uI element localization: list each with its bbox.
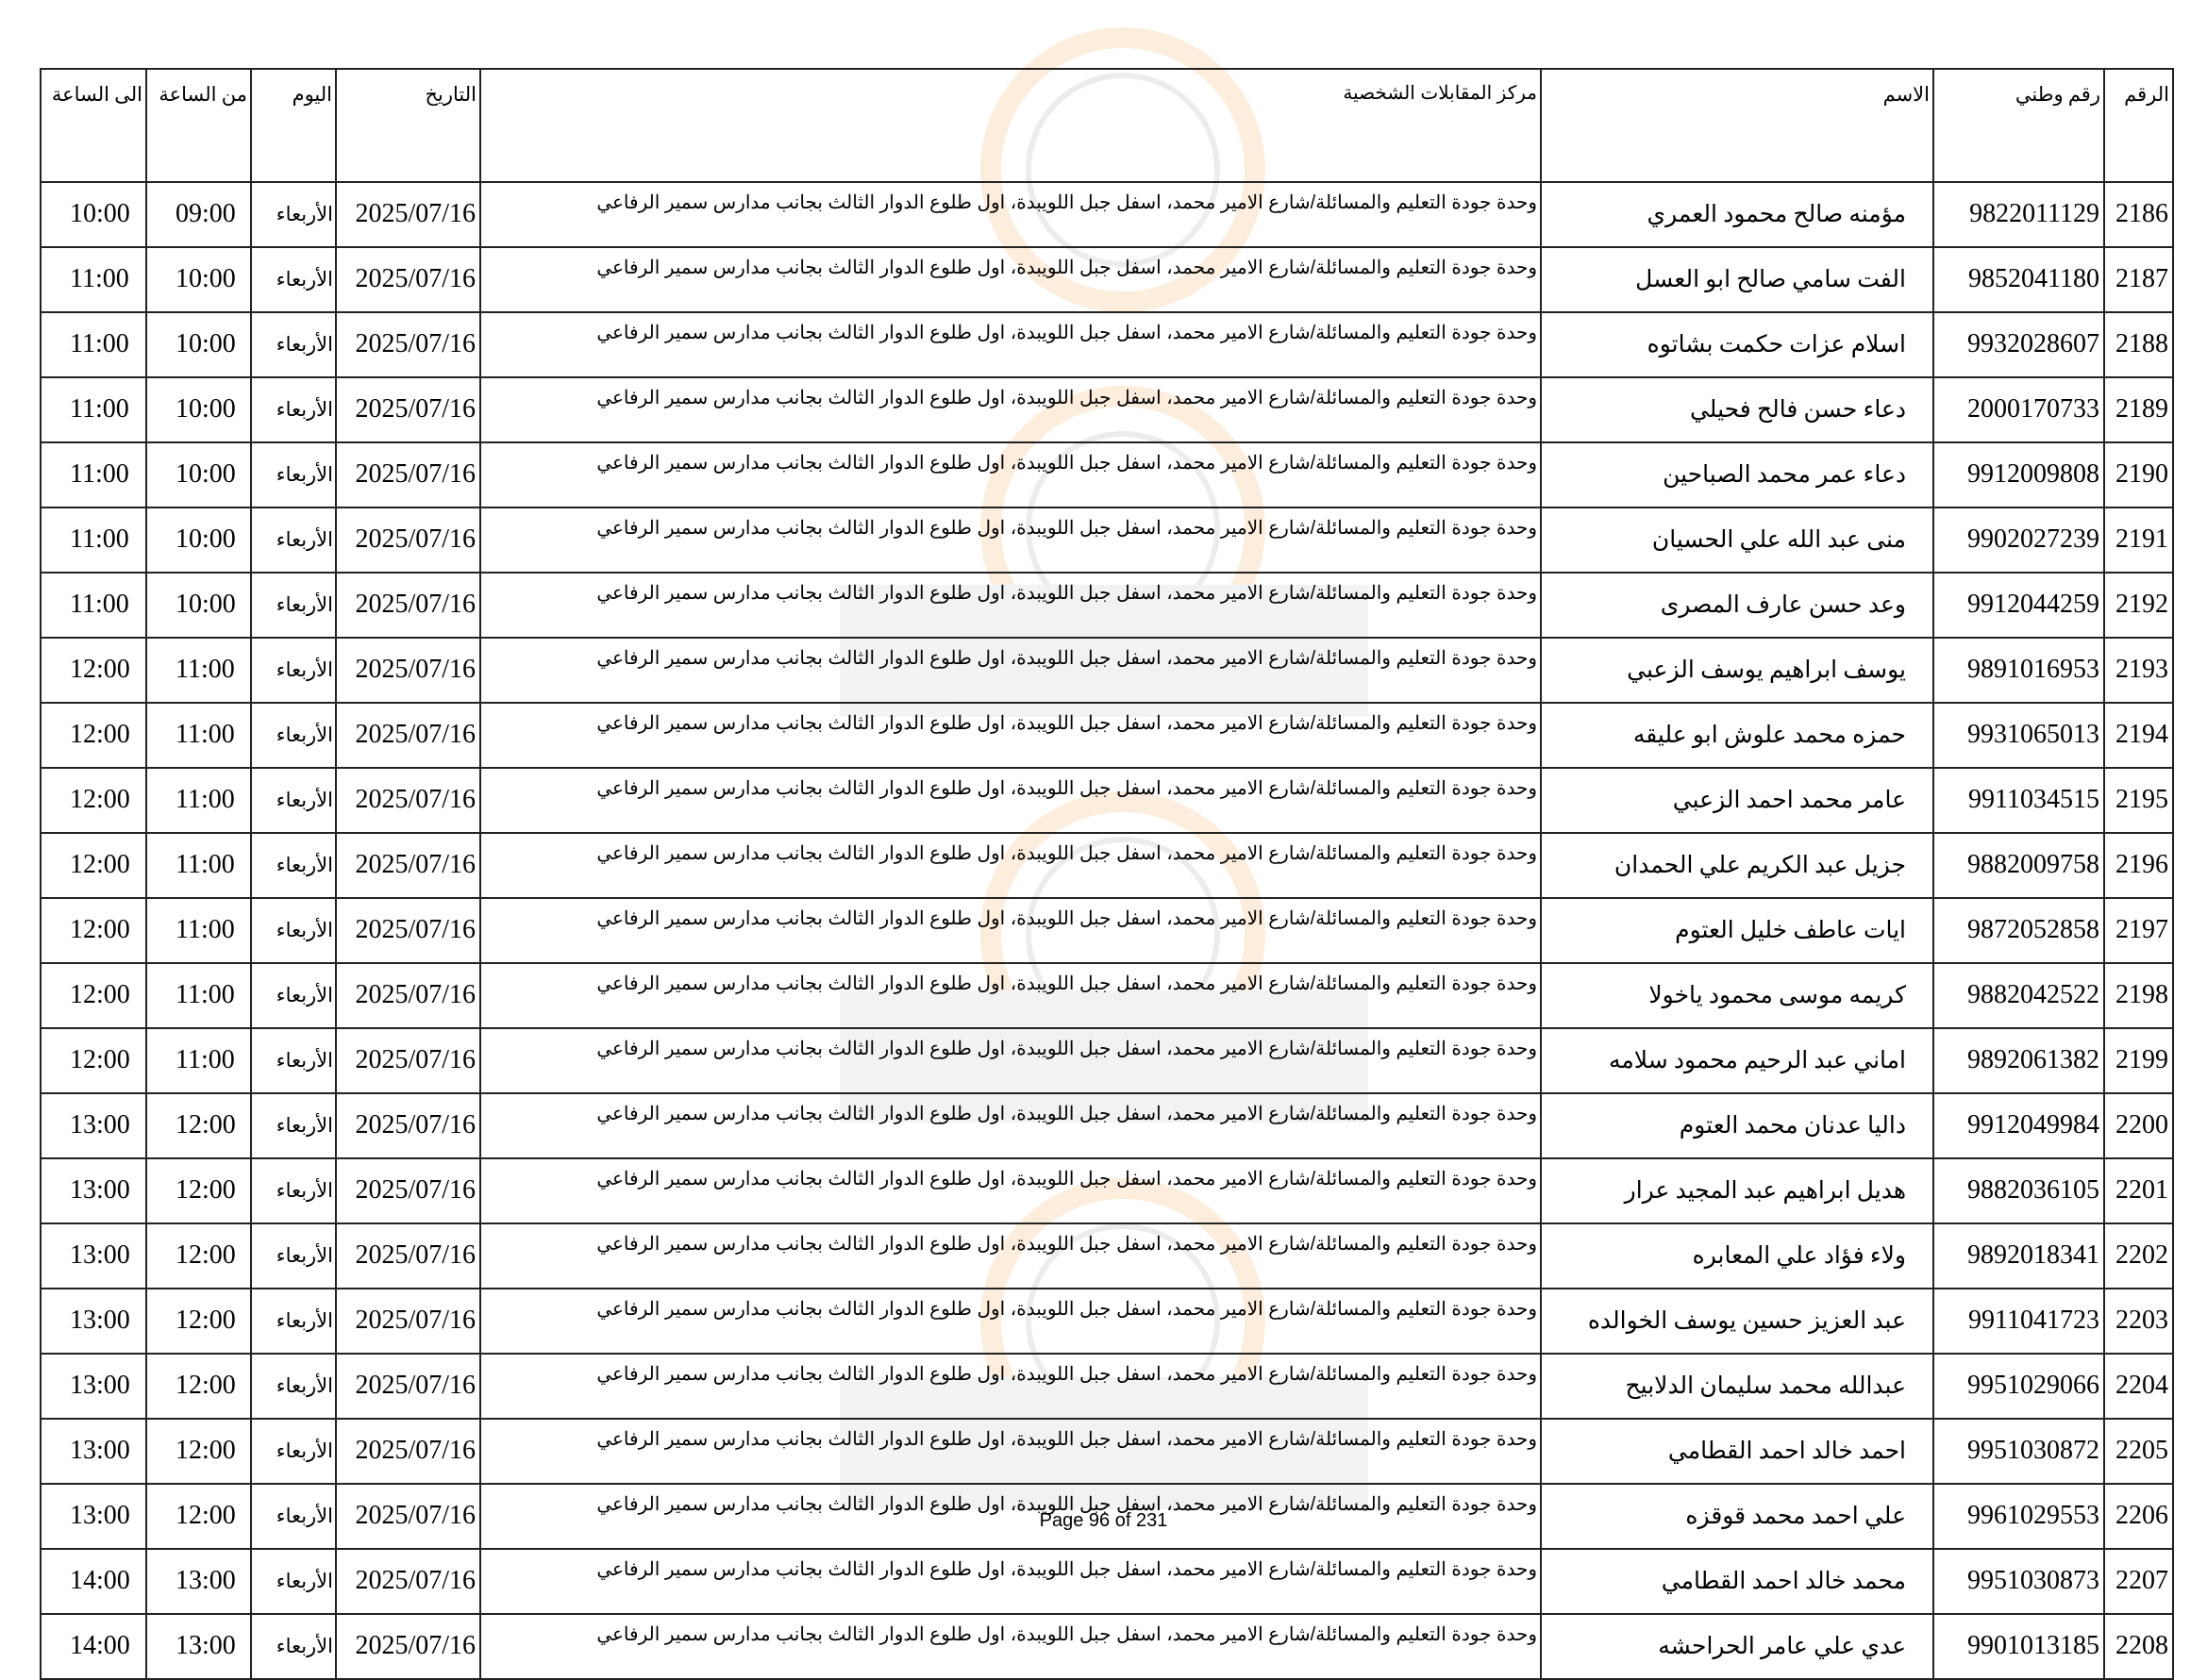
cell-day: الأربعاء (251, 703, 336, 768)
cell-center: وحدة جودة التعليم والمسائلة/شارع الامير محمد، اسفل جبل اللويبدة، اول طلوع الدوار الثالث بجانب مدارس سمير الرفاعي (480, 1549, 1541, 1614)
cell-to: 11:00 (41, 247, 146, 312)
cell-day: الأربعاء (251, 1158, 336, 1223)
cell-no: 2208 (2104, 1614, 2173, 1679)
table-row (41, 703, 2173, 768)
cell-from: 12:00 (146, 1223, 251, 1289)
cell-from: 11:00 (146, 638, 251, 703)
cell-date: 2025/07/16 (336, 1484, 480, 1549)
cell-from: 12:00 (146, 1093, 251, 1158)
table-row (41, 1289, 2173, 1354)
cell-center: وحدة جودة التعليم والمسائلة/شارع الامير محمد، اسفل جبل اللويبدة، اول طلوع الدوار الثالث بجانب مدارس سمير الرفاعي (480, 247, 1541, 312)
cell-national-id: 9912049984 (1933, 1093, 2104, 1158)
cell-national-id: 9892061382 (1933, 1028, 2104, 1093)
cell-date: 2025/07/16 (336, 1354, 480, 1419)
cell-name: دعاء حسن فالح فحيلي (1541, 377, 1933, 442)
cell-to: 13:00 (41, 1093, 146, 1158)
cell-day: الأربعاء (251, 312, 336, 377)
cell-from: 10:00 (146, 312, 251, 377)
cell-no: 2204 (2104, 1354, 2173, 1419)
cell-no: 2198 (2104, 963, 2173, 1028)
cell-no: 2203 (2104, 1289, 2173, 1354)
cell-center: وحدة جودة التعليم والمسائلة/شارع الامير محمد، اسفل جبل اللويبدة، اول طلوع الدوار الثالث بجانب مدارس سمير الرفاعي (480, 1093, 1541, 1158)
table-row (41, 1614, 2173, 1679)
cell-day: الأربعاء (251, 182, 336, 247)
cell-from: 10:00 (146, 442, 251, 507)
cell-center: وحدة جودة التعليم والمسائلة/شارع الامير محمد، اسفل جبل اللويبدة، اول طلوع الدوار الثالث بجانب مدارس سمير الرفاعي (480, 182, 1541, 247)
cell-from: 11:00 (146, 833, 251, 898)
cell-to: 14:00 (41, 1549, 146, 1614)
table-row (41, 898, 2173, 963)
cell-date: 2025/07/16 (336, 573, 480, 638)
header-center: مركز المقابلات الشخصية (480, 69, 1541, 182)
table-row (41, 573, 2173, 638)
cell-day: الأربعاء (251, 1354, 336, 1419)
cell-no: 2206 (2104, 1484, 2173, 1549)
cell-no: 2195 (2104, 768, 2173, 833)
cell-to: 11:00 (41, 312, 146, 377)
cell-from: 11:00 (146, 768, 251, 833)
cell-from: 09:00 (146, 182, 251, 247)
cell-date: 2025/07/16 (336, 833, 480, 898)
cell-national-id: 9882009758 (1933, 833, 2104, 898)
cell-date: 2025/07/16 (336, 768, 480, 833)
header-from: من الساعة (146, 69, 251, 182)
cell-date: 2025/07/16 (336, 1419, 480, 1484)
header-date: التاريخ (336, 69, 480, 182)
cell-day: الأربعاء (251, 898, 336, 963)
cell-date: 2025/07/16 (336, 638, 480, 703)
cell-center: وحدة جودة التعليم والمسائلة/شارع الامير محمد، اسفل جبل اللويبدة، اول طلوع الدوار الثالث بجانب مدارس سمير الرفاعي (480, 573, 1541, 638)
cell-date: 2025/07/16 (336, 312, 480, 377)
cell-date: 2025/07/16 (336, 1223, 480, 1289)
table-row (41, 1549, 2173, 1614)
cell-to: 13:00 (41, 1354, 146, 1419)
cell-national-id: 2000170733 (1933, 377, 2104, 442)
cell-name: حمزه محمد علوش ابو عليقه (1541, 703, 1933, 768)
cell-date: 2025/07/16 (336, 1549, 480, 1614)
cell-from: 11:00 (146, 703, 251, 768)
cell-from: 11:00 (146, 963, 251, 1028)
table-row (41, 1028, 2173, 1093)
cell-no: 2192 (2104, 573, 2173, 638)
cell-date: 2025/07/16 (336, 963, 480, 1028)
cell-name: داليا عدنان محمد العتوم (1541, 1093, 1933, 1158)
cell-to: 12:00 (41, 898, 146, 963)
table-row (41, 312, 2173, 377)
cell-center: وحدة جودة التعليم والمسائلة/شارع الامير محمد، اسفل جبل اللويبدة، اول طلوع الدوار الثالث بجانب مدارس سمير الرفاعي (480, 703, 1541, 768)
table-row (41, 1484, 2173, 1549)
cell-date: 2025/07/16 (336, 1093, 480, 1158)
cell-name: محمد خالد احمد القطامي (1541, 1549, 1933, 1614)
cell-name: دعاء عمر محمد الصباحين (1541, 442, 1933, 507)
cell-to: 13:00 (41, 1223, 146, 1289)
cell-day: الأربعاء (251, 833, 336, 898)
cell-national-id: 9882042522 (1933, 963, 2104, 1028)
cell-name: عدي علي عامر الحراحشه (1541, 1614, 1933, 1679)
cell-name: عبد العزيز حسين يوسف الخوالده (1541, 1289, 1933, 1354)
cell-center: وحدة جودة التعليم والمسائلة/شارع الامير محمد، اسفل جبل اللويبدة، اول طلوع الدوار الثالث بجانب مدارس سمير الرفاعي (480, 1223, 1541, 1289)
cell-to: 14:00 (41, 1614, 146, 1679)
cell-name: ولاء فؤاد علي المعابره (1541, 1223, 1933, 1289)
table-row (41, 1419, 2173, 1484)
cell-to: 11:00 (41, 442, 146, 507)
cell-to: 12:00 (41, 833, 146, 898)
cell-day: الأربعاء (251, 1223, 336, 1289)
cell-day: الأربعاء (251, 963, 336, 1028)
cell-day: الأربعاء (251, 507, 336, 573)
cell-no: 2199 (2104, 1028, 2173, 1093)
cell-center: وحدة جودة التعليم والمسائلة/شارع الامير محمد، اسفل جبل اللويبدة، اول طلوع الدوار الثالث بجانب مدارس سمير الرفاعي (480, 1419, 1541, 1484)
cell-center: وحدة جودة التعليم والمسائلة/شارع الامير محمد، اسفل جبل اللويبدة، اول طلوع الدوار الثالث بجانب مدارس سمير الرفاعي (480, 507, 1541, 573)
cell-center: وحدة جودة التعليم والمسائلة/شارع الامير محمد، اسفل جبل اللويبدة، اول طلوع الدوار الثالث بجانب مدارس سمير الرفاعي (480, 377, 1541, 442)
cell-center: وحدة جودة التعليم والمسائلة/شارع الامير محمد، اسفل جبل اللويبدة، اول طلوع الدوار الثالث بجانب مدارس سمير الرفاعي (480, 963, 1541, 1028)
header-name: الاسم (1541, 69, 1933, 182)
table-row (41, 833, 2173, 898)
cell-from: 13:00 (146, 1614, 251, 1679)
table-row (41, 247, 2173, 312)
cell-no: 2193 (2104, 638, 2173, 703)
cell-name: علي احمد محمد قوقزه (1541, 1484, 1933, 1549)
cell-national-id: 9911034515 (1933, 768, 2104, 833)
header-day: اليوم (251, 69, 336, 182)
cell-national-id: 9912044259 (1933, 573, 2104, 638)
cell-center: وحدة جودة التعليم والمسائلة/شارع الامير محمد، اسفل جبل اللويبدة، اول طلوع الدوار الثالث بجانب مدارس سمير الرفاعي (480, 1354, 1541, 1419)
cell-national-id: 9931065013 (1933, 703, 2104, 768)
cell-day: الأربعاء (251, 573, 336, 638)
cell-name: اسلام عزات حكمت بشاتوه (1541, 312, 1933, 377)
cell-day: الأربعاء (251, 1419, 336, 1484)
cell-to: 13:00 (41, 1484, 146, 1549)
cell-name: وعد حسن عارف المصرى (1541, 573, 1933, 638)
table-row (41, 377, 2173, 442)
cell-from: 12:00 (146, 1419, 251, 1484)
cell-no: 2207 (2104, 1549, 2173, 1614)
cell-date: 2025/07/16 (336, 247, 480, 312)
cell-date: 2025/07/16 (336, 377, 480, 442)
cell-no: 2190 (2104, 442, 2173, 507)
table-row (41, 963, 2173, 1028)
cell-to: 12:00 (41, 963, 146, 1028)
cell-date: 2025/07/16 (336, 442, 480, 507)
cell-name: اماني عبد الرحيم محمود سلامه (1541, 1028, 1933, 1093)
cell-date: 2025/07/16 (336, 898, 480, 963)
cell-national-id: 9822011129 (1933, 182, 2104, 247)
cell-to: 13:00 (41, 1158, 146, 1223)
cell-from: 10:00 (146, 247, 251, 312)
cell-national-id: 9932028607 (1933, 312, 2104, 377)
cell-day: الأربعاء (251, 1549, 336, 1614)
cell-to: 12:00 (41, 768, 146, 833)
cell-no: 2189 (2104, 377, 2173, 442)
cell-national-id: 9912009808 (1933, 442, 2104, 507)
cell-no: 2200 (2104, 1093, 2173, 1158)
cell-from: 12:00 (146, 1484, 251, 1549)
cell-national-id: 9902027239 (1933, 507, 2104, 573)
cell-no: 2186 (2104, 182, 2173, 247)
cell-no: 2194 (2104, 703, 2173, 768)
cell-name: عامر محمد احمد الزعبي (1541, 768, 1933, 833)
cell-name: مؤمنه صالح محمود العمري (1541, 182, 1933, 247)
cell-center: وحدة جودة التعليم والمسائلة/شارع الامير محمد، اسفل جبل اللويبدة، اول طلوع الدوار الثالث بجانب مدارس سمير الرفاعي (480, 898, 1541, 963)
cell-to: 11:00 (41, 573, 146, 638)
cell-name: يوسف ابراهيم يوسف الزعبي (1541, 638, 1933, 703)
cell-national-id: 9852041180 (1933, 247, 2104, 312)
table-row (41, 1354, 2173, 1419)
cell-national-id: 9911041723 (1933, 1289, 2104, 1354)
cell-day: الأربعاء (251, 1093, 336, 1158)
cell-center: وحدة جودة التعليم والمسائلة/شارع الامير محمد، اسفل جبل اللويبدة، اول طلوع الدوار الثالث بجانب مدارس سمير الرفاعي (480, 768, 1541, 833)
cell-center: وحدة جودة التعليم والمسائلة/شارع الامير محمد، اسفل جبل اللويبدة، اول طلوع الدوار الثالث بجانب مدارس سمير الرفاعي (480, 1484, 1541, 1549)
cell-national-id: 9951029066 (1933, 1354, 2104, 1419)
header-national-id: رقم وطني (1933, 69, 2104, 182)
cell-to: 13:00 (41, 1419, 146, 1484)
page-number: Page 96 of 231 (1039, 1510, 1168, 1531)
cell-national-id: 9872052858 (1933, 898, 2104, 963)
cell-date: 2025/07/16 (336, 1614, 480, 1679)
cell-national-id: 9901013185 (1933, 1614, 2104, 1679)
table-row (41, 1158, 2173, 1223)
cell-name: منى عبد الله علي الحسيان (1541, 507, 1933, 573)
cell-from: 10:00 (146, 573, 251, 638)
cell-name: هديل ابراهيم عبد المجيد عرار (1541, 1158, 1933, 1223)
cell-from: 12:00 (146, 1289, 251, 1354)
cell-to: 12:00 (41, 703, 146, 768)
cell-day: الأربعاء (251, 1028, 336, 1093)
cell-no: 2191 (2104, 507, 2173, 573)
cell-center: وحدة جودة التعليم والمسائلة/شارع الامير محمد، اسفل جبل اللويبدة، اول طلوع الدوار الثالث بجانب مدارس سمير الرفاعي (480, 312, 1541, 377)
cell-no: 2188 (2104, 312, 2173, 377)
cell-center: وحدة جودة التعليم والمسائلة/شارع الامير محمد، اسفل جبل اللويبدة، اول طلوع الدوار الثالث بجانب مدارس سمير الرفاعي (480, 1028, 1541, 1093)
table-row (41, 638, 2173, 703)
cell-name: عبدالله محمد سليمان الدلابيح (1541, 1354, 1933, 1419)
cell-name: جزيل عبد الكريم علي الحمدان (1541, 833, 1933, 898)
cell-from: 10:00 (146, 507, 251, 573)
cell-day: الأربعاء (251, 1484, 336, 1549)
cell-to: 10:00 (41, 182, 146, 247)
header-row (41, 69, 2173, 182)
cell-no: 2201 (2104, 1158, 2173, 1223)
cell-national-id: 9891016953 (1933, 638, 2104, 703)
cell-day: الأربعاء (251, 442, 336, 507)
cell-center: وحدة جودة التعليم والمسائلة/شارع الامير محمد، اسفل جبل اللويبدة، اول طلوع الدوار الثالث بجانب مدارس سمير الرفاعي (480, 638, 1541, 703)
cell-no: 2202 (2104, 1223, 2173, 1289)
cell-to: 13:00 (41, 1289, 146, 1354)
cell-center: وحدة جودة التعليم والمسائلة/شارع الامير محمد، اسفل جبل اللويبدة، اول طلوع الدوار الثالث بجانب مدارس سمير الرفاعي (480, 833, 1541, 898)
cell-to: 11:00 (41, 377, 146, 442)
cell-day: الأربعاء (251, 1614, 336, 1679)
cell-from: 12:00 (146, 1354, 251, 1419)
cell-day: الأربعاء (251, 247, 336, 312)
header-to: الى الساعة (41, 69, 146, 182)
cell-name: الفت سامي صالح ابو العسل (1541, 247, 1933, 312)
cell-no: 2196 (2104, 833, 2173, 898)
cell-center: وحدة جودة التعليم والمسائلة/شارع الامير محمد، اسفل جبل اللويبدة، اول طلوع الدوار الثالث بجانب مدارس سمير الرفاعي (480, 1289, 1541, 1354)
cell-center: وحدة جودة التعليم والمسائلة/شارع الامير محمد، اسفل جبل اللويبدة، اول طلوع الدوار الثالث بجانب مدارس سمير الرفاعي (480, 1158, 1541, 1223)
cell-day: الأربعاء (251, 377, 336, 442)
cell-to: 12:00 (41, 1028, 146, 1093)
cell-from: 10:00 (146, 377, 251, 442)
cell-from: 11:00 (146, 898, 251, 963)
table-row (41, 768, 2173, 833)
cell-national-id: 9951030872 (1933, 1419, 2104, 1484)
cell-name: احمد خالد احمد القطامي (1541, 1419, 1933, 1484)
header-no: الرقم (2104, 69, 2173, 182)
cell-no: 2187 (2104, 247, 2173, 312)
table-row (41, 1223, 2173, 1289)
cell-from: 11:00 (146, 1028, 251, 1093)
cell-from: 13:00 (146, 1549, 251, 1614)
cell-to: 11:00 (41, 507, 146, 573)
cell-name: كريمه موسى محمود ياخولا (1541, 963, 1933, 1028)
cell-day: الأربعاء (251, 638, 336, 703)
cell-no: 2197 (2104, 898, 2173, 963)
table-row (41, 1093, 2173, 1158)
cell-date: 2025/07/16 (336, 1028, 480, 1093)
cell-from: 12:00 (146, 1158, 251, 1223)
cell-national-id: 9961029553 (1933, 1484, 2104, 1549)
cell-day: الأربعاء (251, 1289, 336, 1354)
cell-no: 2205 (2104, 1419, 2173, 1484)
cell-center: وحدة جودة التعليم والمسائلة/شارع الامير محمد، اسفل جبل اللويبدة، اول طلوع الدوار الثالث بجانب مدارس سمير الرفاعي (480, 1614, 1541, 1679)
cell-date: 2025/07/16 (336, 182, 480, 247)
cell-national-id: 9882036105 (1933, 1158, 2104, 1223)
cell-to: 12:00 (41, 638, 146, 703)
cell-national-id: 9951030873 (1933, 1549, 2104, 1614)
cell-date: 2025/07/16 (336, 1289, 480, 1354)
cell-date: 2025/07/16 (336, 507, 480, 573)
cell-name: ايات عاطف خليل العتوم (1541, 898, 1933, 963)
cell-date: 2025/07/16 (336, 703, 480, 768)
cell-day: الأربعاء (251, 768, 336, 833)
table-row (41, 442, 2173, 507)
cell-date: 2025/07/16 (336, 1158, 480, 1223)
cell-national-id: 9892018341 (1933, 1223, 2104, 1289)
table-row (41, 507, 2173, 573)
interview-schedule-table (40, 68, 2174, 1680)
table-row (41, 182, 2173, 247)
cell-center: وحدة جودة التعليم والمسائلة/شارع الامير محمد، اسفل جبل اللويبدة، اول طلوع الدوار الثالث بجانب مدارس سمير الرفاعي (480, 442, 1541, 507)
